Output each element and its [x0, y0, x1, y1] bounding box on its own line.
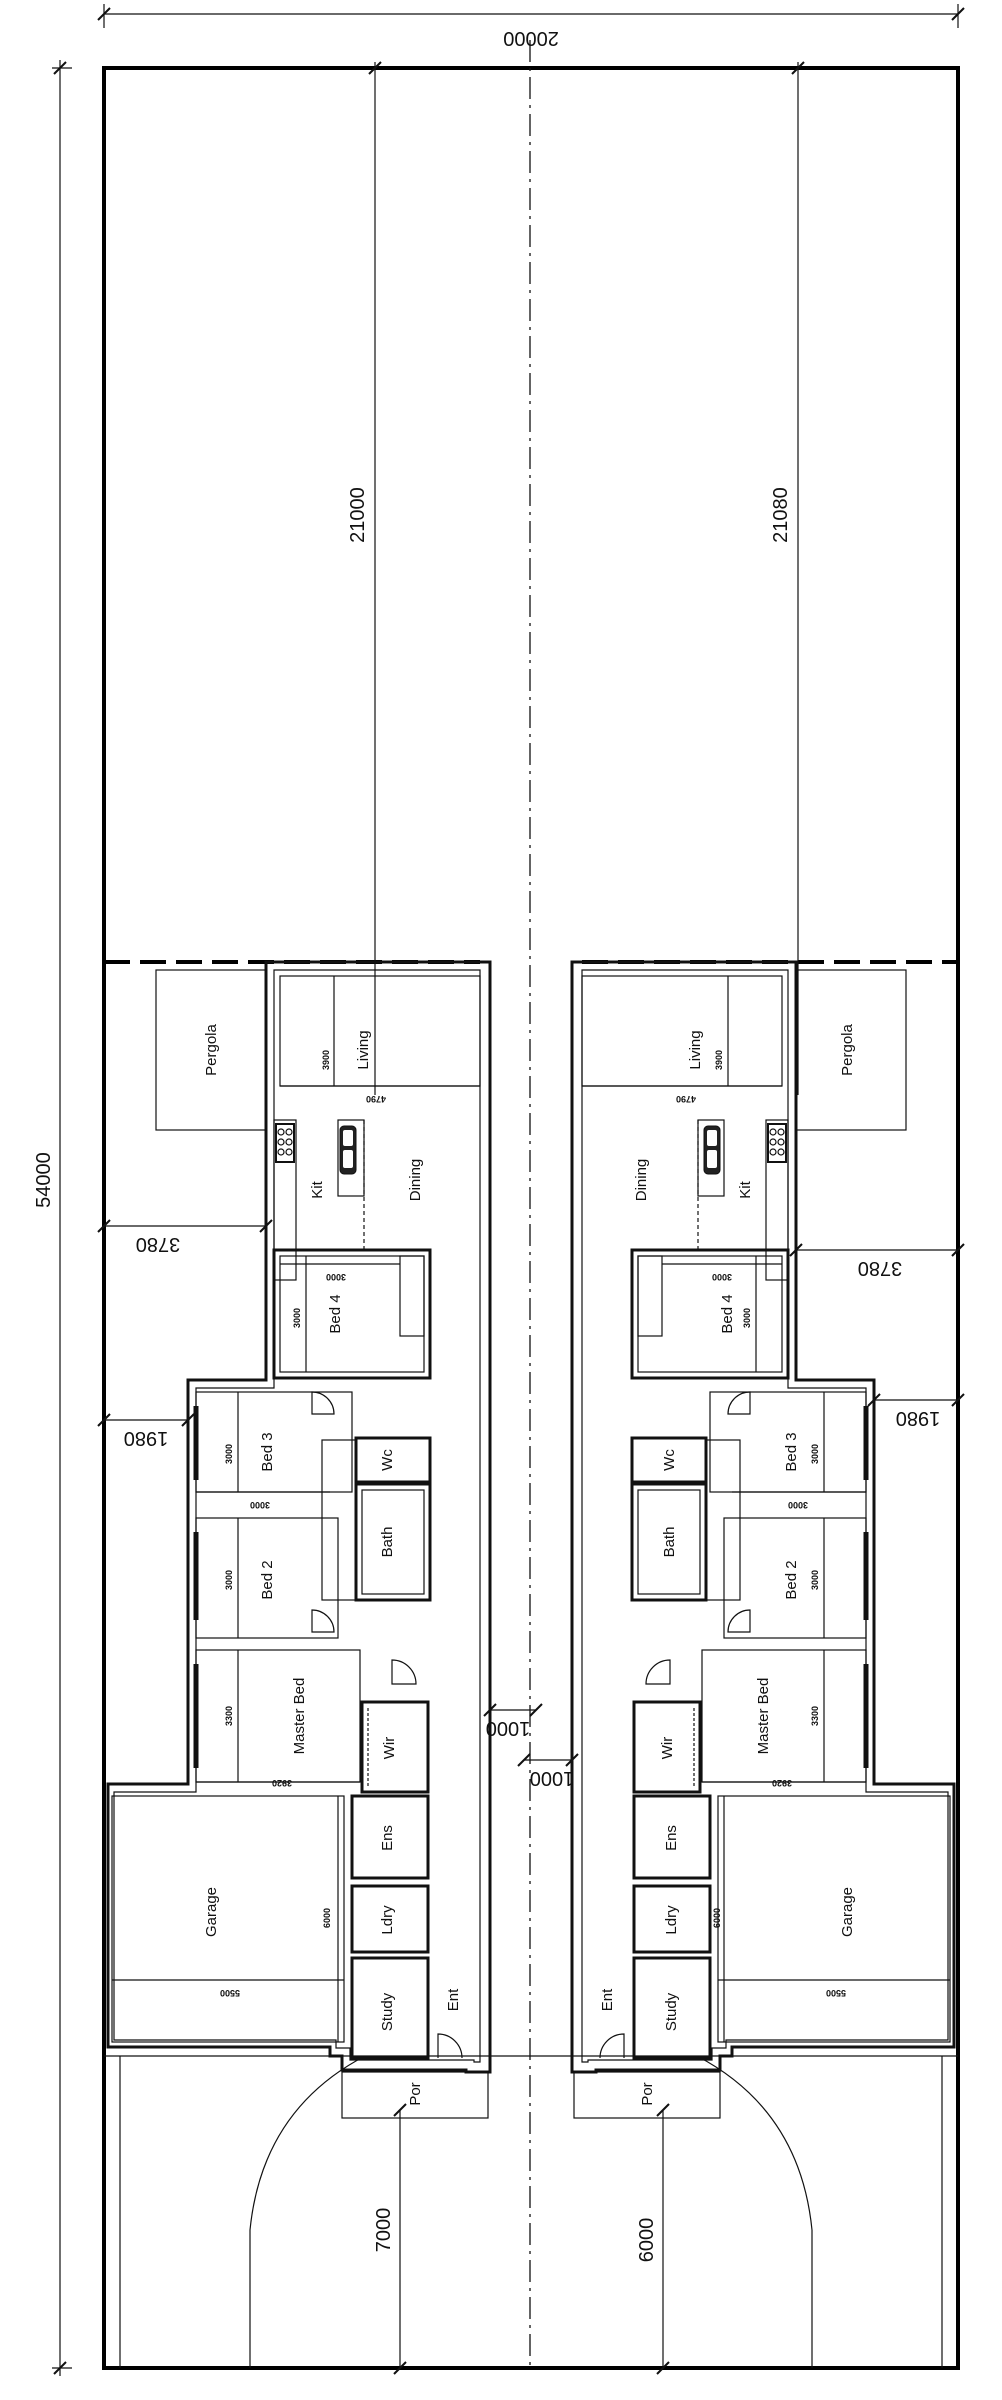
right-porch-label: Por	[639, 2082, 656, 2106]
right-bed4-inner	[638, 1256, 782, 1372]
dim-right-living-depth: 3900	[714, 1049, 724, 1071]
left-bed2-label: Bed 2	[259, 1560, 276, 1600]
dim-right-setback-upper: 3780	[857, 1257, 903, 1279]
right-cooktop-burner	[770, 1139, 776, 1145]
left-kitchen-label: Kit	[309, 1181, 326, 1199]
left-master-bed	[196, 1650, 360, 1782]
left-dwelling-outer-wall	[108, 962, 490, 2072]
right-bed4-door-swing	[728, 1392, 750, 1414]
left-study-label: Study	[379, 1992, 396, 2032]
right-cooktop-burner	[778, 1139, 784, 1145]
left-garage-label: Garage	[203, 1886, 220, 1938]
left-garage	[112, 1796, 344, 2042]
dim-right-setback-lower: 1980	[895, 1407, 941, 1429]
left-cooktop-burner	[286, 1149, 292, 1155]
dim-left-front-setback: 7000	[373, 2207, 395, 2253]
right-master-bed	[702, 1650, 866, 1782]
dim-left-bed4-width: 3000	[325, 1272, 347, 1282]
left-living-label: Living	[355, 1030, 372, 1070]
dim-right-master-width: 3920	[771, 1778, 793, 1788]
right-kitchen-label: Kit	[737, 1181, 754, 1199]
dim-left-bed3-width: 3000	[249, 1500, 271, 1510]
dim-right-master-depth: 3300	[810, 1705, 820, 1727]
right-cooktop-burner	[778, 1129, 784, 1135]
left-cooktop-burner	[286, 1139, 292, 1145]
left-ldry-label: Ldry	[379, 1905, 396, 1935]
right-entry-door-swing	[600, 2034, 624, 2058]
right-cooktop-burner	[770, 1129, 776, 1135]
left-cooktop-burner	[278, 1139, 284, 1145]
right-master-door-swing	[646, 1660, 670, 1684]
dim-right-party-gap: 1000	[529, 1767, 575, 1789]
left-bed4-robe	[400, 1256, 424, 1336]
right-pergola-label: Pergola	[839, 1024, 856, 1076]
left-pergola-label: Pergola	[203, 1024, 220, 1076]
left-entry-label: Ent	[445, 1988, 462, 2012]
right-bed4	[632, 1250, 788, 1378]
dim-right-bed3-depth: 3000	[810, 1443, 820, 1465]
left-bed3-label: Bed 3	[259, 1432, 276, 1472]
right-wc-label: Wc	[661, 1449, 678, 1471]
right-bath	[706, 1440, 740, 1600]
left-bed2-door-swing	[312, 1610, 334, 1632]
right-dwelling	[572, 962, 954, 2118]
left-living	[280, 976, 480, 1086]
dim-right-bed2-depth: 3000	[810, 1569, 820, 1591]
left-driveway-curve	[250, 2056, 365, 2368]
dim-left-bed4-depth: 3000	[292, 1307, 302, 1329]
right-bed3-label: Bed 3	[783, 1432, 800, 1472]
left-master-door-swing	[392, 1660, 416, 1684]
left-sink-bowl	[343, 1130, 353, 1146]
dim-right-bed3-width: 3000	[787, 1500, 809, 1510]
left-cooktop-burner	[278, 1149, 284, 1155]
dim-left-garage-depth: 6000	[322, 1907, 332, 1929]
right-bed2-label: Bed 2	[783, 1560, 800, 1600]
right-sink-bowl	[707, 1130, 717, 1146]
right-bed4-robe	[638, 1256, 662, 1336]
right-garage	[718, 1796, 950, 2042]
right-dining-label: Dining	[633, 1158, 650, 1202]
dim-right-rear-yard: 21080	[770, 487, 792, 543]
dim-left-garage-width: 5500	[219, 1988, 241, 1998]
left-ens-label: Ens	[379, 1825, 396, 1851]
right-bed2-door-swing	[728, 1610, 750, 1632]
left-bath-label: Bath	[379, 1526, 396, 1558]
dim-right-living-width: 4790	[675, 1094, 697, 1104]
right-sink-bowl	[707, 1150, 717, 1168]
right-dwelling-outer-wall	[572, 962, 954, 2072]
left-sink-bowl	[343, 1150, 353, 1168]
right-living-label: Living	[687, 1030, 704, 1070]
left-bed4-label: Bed 4	[327, 1294, 344, 1334]
dim-site-width: 20000	[503, 27, 559, 49]
left-entry-door-swing	[438, 2034, 462, 2058]
dim-left-party-gap: 1000	[485, 1717, 531, 1739]
right-ldry-label: Ldry	[663, 1905, 680, 1935]
right-ens-label: Ens	[663, 1825, 680, 1851]
dim-left-setback-lower: 1980	[123, 1427, 169, 1449]
dim-left-rear-yard: 21000	[347, 487, 369, 543]
dim-right-garage-width: 5500	[825, 1988, 847, 1998]
right-living	[582, 976, 782, 1086]
left-wc-label: Wc	[379, 1449, 396, 1471]
dim-right-front-setback: 6000	[636, 2217, 658, 2263]
left-bath	[322, 1440, 356, 1600]
dim-left-master-depth: 3300	[224, 1705, 234, 1727]
dim-left-living-width: 4790	[365, 1094, 387, 1104]
site-boundary	[104, 68, 958, 2368]
dim-left-setback-upper: 3780	[135, 1233, 181, 1255]
right-dwelling-inner-wall	[582, 970, 948, 2062]
right-cooktop-burner	[778, 1149, 784, 1155]
dim-left-bed2-depth: 3000	[224, 1569, 234, 1591]
dim-right-bed4-width: 3000	[711, 1272, 733, 1282]
left-cooktop-burner	[286, 1129, 292, 1135]
right-cooktop-burner	[770, 1149, 776, 1155]
dim-left-master-width: 3920	[271, 1778, 293, 1788]
left-dining-label: Dining	[407, 1158, 424, 1202]
right-bath-label: Bath	[661, 1526, 678, 1558]
left-dwelling-inner-wall	[114, 970, 480, 2062]
dim-left-bed3-depth: 3000	[224, 1443, 234, 1465]
left-dwelling	[108, 962, 490, 2118]
dim-site-length: 54000	[33, 1152, 55, 1208]
dim-right-bed4-depth: 3000	[742, 1307, 752, 1329]
left-master-bed-label: Master Bed	[291, 1677, 308, 1755]
dim-left-living-depth: 3900	[321, 1049, 331, 1071]
dim-right-garage-depth: 6000	[712, 1907, 722, 1929]
right-garage-label: Garage	[839, 1886, 856, 1938]
right-wir-label: Wir	[659, 1736, 676, 1760]
left-porch-label: Por	[407, 2082, 424, 2106]
right-driveway-curve	[697, 2056, 812, 2368]
left-cooktop-burner	[278, 1129, 284, 1135]
right-study-label: Study	[663, 1992, 680, 2032]
right-master-bed-label: Master Bed	[755, 1677, 772, 1755]
left-bed4-door-swing	[312, 1392, 334, 1414]
left-wir-label: Wir	[381, 1736, 398, 1760]
right-bed4-label: Bed 4	[719, 1294, 736, 1334]
right-entry-label: Ent	[599, 1988, 616, 2012]
